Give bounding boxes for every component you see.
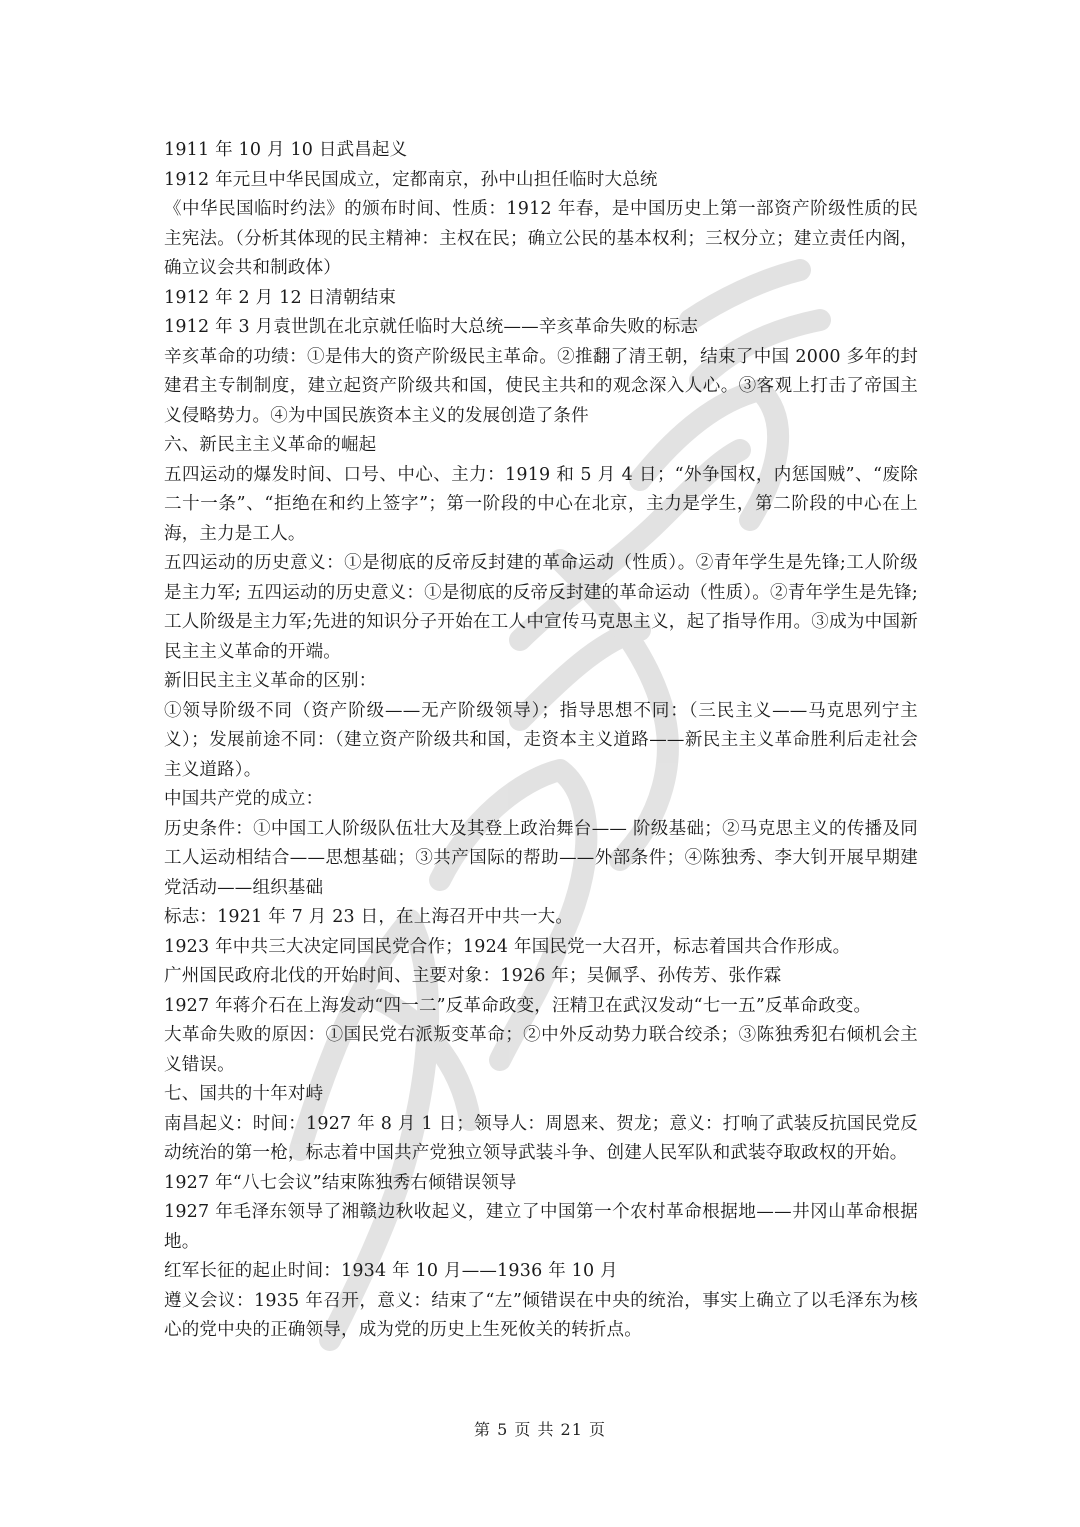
paragraph: 1927 年毛泽东领导了湘赣边秋收起义，建立了中国第一个农村革命根据地——井冈山革命根据地。: [164, 1202, 918, 1252]
paragraph: 南昌起义：时间：1927 年 8 月 1 日；领导人：周恩来、贺龙；意义：打响了武装反抗国民党反动统治的第一枪，标志着中国共产党独立领导武装斗争、创建人民军队和武装夺取政权的开始。: [164, 1113, 918, 1163]
paragraph: 五四运动的历史意义：①是彻底的反帝反封建的革命运动（性质）。②青年学生是先锋;工人阶级是主力军; 五四运动的历史意义：①是彻底的反帝反封建的革命运动（性质）。②青年学生是先锋;工人阶级是主力军;先进的知识分子开始在工人中宣传马克思主义，起了指导作用。③成为中国新民主主义革命的开端。: [164, 553, 918, 662]
paragraph: 1912 年 2 月 12 日清朝结束: [164, 287, 397, 308]
paragraph: 辛亥革命的功绩：①是伟大的资产阶级民主革命。②推翻了清王朝，结束了中国 2000 多年的封建君主专制制度，建立起资产阶级共和国，使民主共和的观念深入人心。③客观上打击了帝国主义侵略势力。④为中国民族资本主义的发展创造了条件: [164, 346, 918, 426]
paragraph: 1912 年元旦中华民国成立，定都南京，孙中山担任临时大总统: [164, 169, 658, 190]
paragraph: 1927 年“八七会议”结束陈独秀右倾错误领导: [164, 1172, 517, 1193]
paragraph: 五四运动的爆发时间、口号、中心、主力：1919 和 5 月 4 日；“外争国权，内惩国贼”、“废除二十一条”、“拒绝在和约上签字”；第一阶段的中心在北京，主力是学生，第二阶段的中心在上海，主力是工人。: [164, 464, 918, 544]
paragraph: 大革命失败的原因：①国民党右派叛变革命；②中外反动势力联合绞杀；③陈独秀犯右倾机会主义错误。: [164, 1025, 918, 1075]
paragraph: 1912 年 3 月袁世凯在北京就任临时大总统——辛亥革命失败的标志: [164, 317, 699, 337]
paragraph: 红军长征的起止时间：1934 年 10 月——1936 年 10 月: [164, 1261, 618, 1281]
page-number-footer: 第 5 页 共 21 页: [474, 1420, 606, 1439]
paragraph: 1927 年蒋介石在上海发动“四一二”反革命政变，汪精卫在武汉发动“七一五”反革命政变。: [164, 995, 872, 1016]
paragraph: 标志：1921 年 7 月 23 日，在上海召开中共一大。: [164, 907, 574, 927]
paragraph: 历史条件：①中国工人阶级队伍壮大及其登上政治舞台—— 阶级基础；②马克思主义的传播及同工人运动相结合——思想基础；③共产国际的帮助——外部条件；④陈独秀、李大钊开展早期建党活动——组织基础: [164, 818, 918, 898]
paragraph: 中国共产党的成立：: [164, 789, 324, 809]
document-body: [164, 136, 918, 1346]
paragraph: 1923 年中共三大决定同国民党合作；1924 年国民党一大召开，标志着国共合作形成。: [164, 936, 851, 957]
paragraph: 广州国民政府北伐的开始时间、主要对象：1926 年；吴佩孚、孙传芳、张作霖: [164, 966, 782, 986]
section-heading: 六、新民主主义革命的崛起: [164, 435, 377, 455]
section-heading: 七、国共的十年对峙: [164, 1084, 324, 1104]
paragraph: ①领导阶级不同（资产阶级——无产阶级领导）；指导思想不同：（三民主义——马克思列宁主义）；发展前途不同：（建立资产阶级共和国，走资本主义道路——新民主主义革命胜利后走社会主义道路）。: [164, 700, 918, 780]
paragraph: 新旧民主主义革命的区别：: [164, 671, 377, 691]
paragraph: 1911 年 10 月 10 日武昌起义: [164, 140, 408, 160]
paragraph: 《中华民国临时约法》的颁布时间、性质：1912 年春，是中国历史上第一部资产阶级性质的民主宪法。（分析其体现的民主精神：主权在民；确立公民的基本权利；三权分立；建立责任内阁，确立议会共和制政体）: [164, 199, 918, 278]
paragraph: 遵义会议：1935 年召开，意义：结束了“左”倾错误在中央的统治，事实上确立了以毛泽东为核心的党中央的正确领导，成为党的历史上生死攸关的转折点。: [164, 1290, 918, 1340]
